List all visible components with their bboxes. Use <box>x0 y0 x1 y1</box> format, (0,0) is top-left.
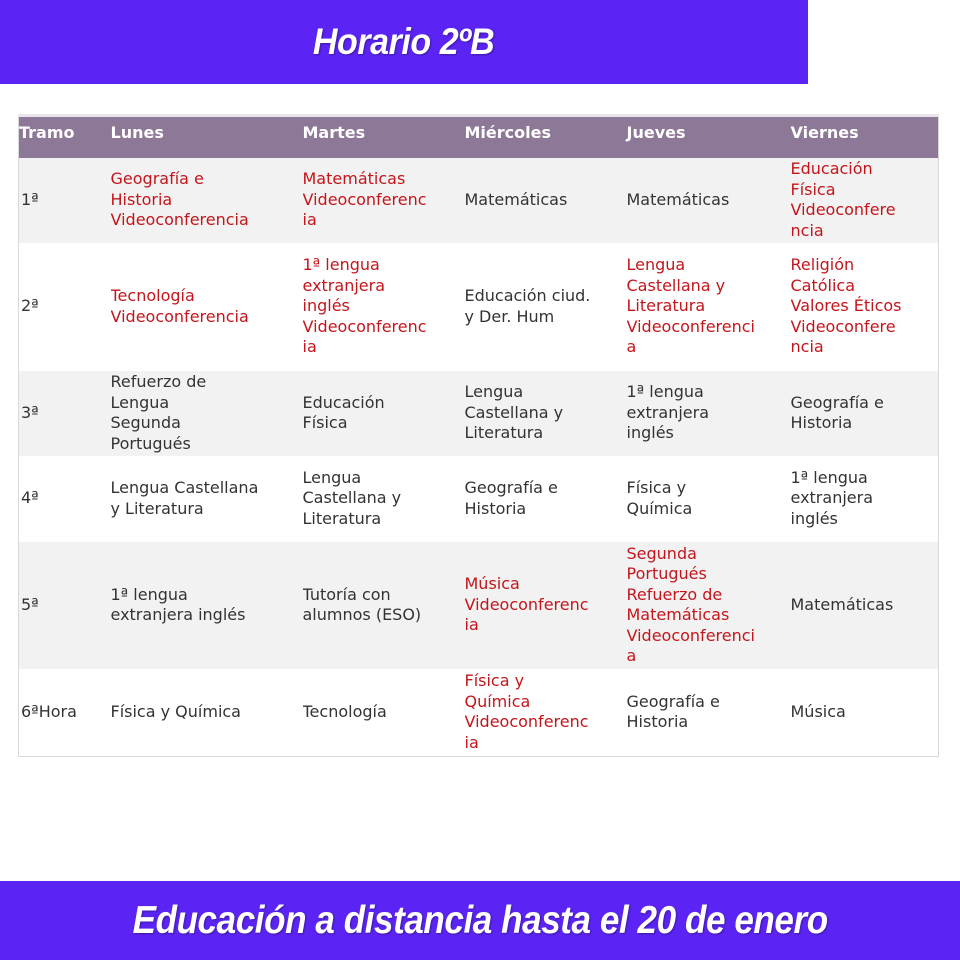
class-cell: Música Videoconferenc ia <box>465 542 627 669</box>
class-cell: Tecnología <box>303 669 465 757</box>
table-row <box>19 456 939 542</box>
table-row <box>19 158 939 243</box>
column-header-miercoles: Miércoles <box>465 116 627 158</box>
class-cell: Refuerzo de Lengua Segunda Portugués <box>111 371 303 456</box>
page-title: Horario 2ºB <box>313 21 495 62</box>
tramo-cell: 1ª <box>19 158 111 243</box>
column-header-tramo: Tramo <box>19 116 111 158</box>
table-row <box>19 542 939 669</box>
class-cell: Geografía e Historia <box>465 456 627 542</box>
table-header-row <box>19 116 939 158</box>
class-cell: Educación Física <box>303 371 465 456</box>
class-cell: Física y Química <box>111 669 303 757</box>
class-cell: Lengua Castellana y Literatura <box>111 456 303 542</box>
class-cell: Lengua Castellana y Literatura <box>303 456 465 542</box>
column-header-lunes: Lunes <box>111 116 303 158</box>
tramo-cell: 4ª <box>19 456 111 542</box>
class-cell: Geografía e Historia <box>791 371 939 456</box>
class-cell: Religión Católica Valores Éticos Videoconfere ncia <box>791 243 939 371</box>
footer-banner <box>0 881 960 960</box>
class-cell: 1ª lengua extranjera inglés <box>791 456 939 542</box>
class-cell: Matemáticas <box>791 542 939 669</box>
schedule-table <box>18 114 939 757</box>
table-row <box>19 371 939 456</box>
table-row <box>19 669 939 757</box>
class-cell: 1ª lengua extranjera inglés <box>111 542 303 669</box>
class-cell: Matemáticas <box>465 158 627 243</box>
class-cell: Física y Química <box>627 456 791 542</box>
tramo-cell: 2ª <box>19 243 111 371</box>
column-header-jueves: Jueves <box>627 116 791 158</box>
title-banner <box>0 0 808 84</box>
class-cell: Geografía e Historia Videoconferencia <box>111 158 303 243</box>
class-cell: Tecnología Videoconferencia <box>111 243 303 371</box>
class-cell: Lengua Castellana y Literatura Videoconferenci a <box>627 243 791 371</box>
class-cell: Matemáticas <box>627 158 791 243</box>
class-cell: 1ª lengua extranjera inglés Videoconferenc ia <box>303 243 465 371</box>
class-cell: Lengua Castellana y Literatura <box>465 371 627 456</box>
footer-subtitle: Educación a distancia hasta el 20 de enero <box>132 898 828 942</box>
tramo-cell: 5ª <box>19 542 111 669</box>
class-cell: Música <box>791 669 939 757</box>
column-header-viernes: Viernes <box>791 116 939 158</box>
class-cell: Geografía e Historia <box>627 669 791 757</box>
class-cell: Educación Física Videoconfere ncia <box>791 158 939 243</box>
table-row <box>19 243 939 371</box>
class-cell: Física y Química Videoconferenc ia <box>465 669 627 757</box>
class-cell: Matemáticas Videoconferenc ia <box>303 158 465 243</box>
tramo-cell: 3ª <box>19 371 111 456</box>
class-cell: Educación ciud. y Der. Hum <box>465 243 627 371</box>
class-cell: Tutoría con alumnos (ESO) <box>303 542 465 669</box>
tramo-cell: 6ªHora <box>19 669 111 757</box>
class-cell: 1ª lengua extranjera inglés <box>627 371 791 456</box>
class-cell: Segunda Portugués Refuerzo de Matemáticas Videoconferenci a <box>627 542 791 669</box>
column-header-martes: Martes <box>303 116 465 158</box>
